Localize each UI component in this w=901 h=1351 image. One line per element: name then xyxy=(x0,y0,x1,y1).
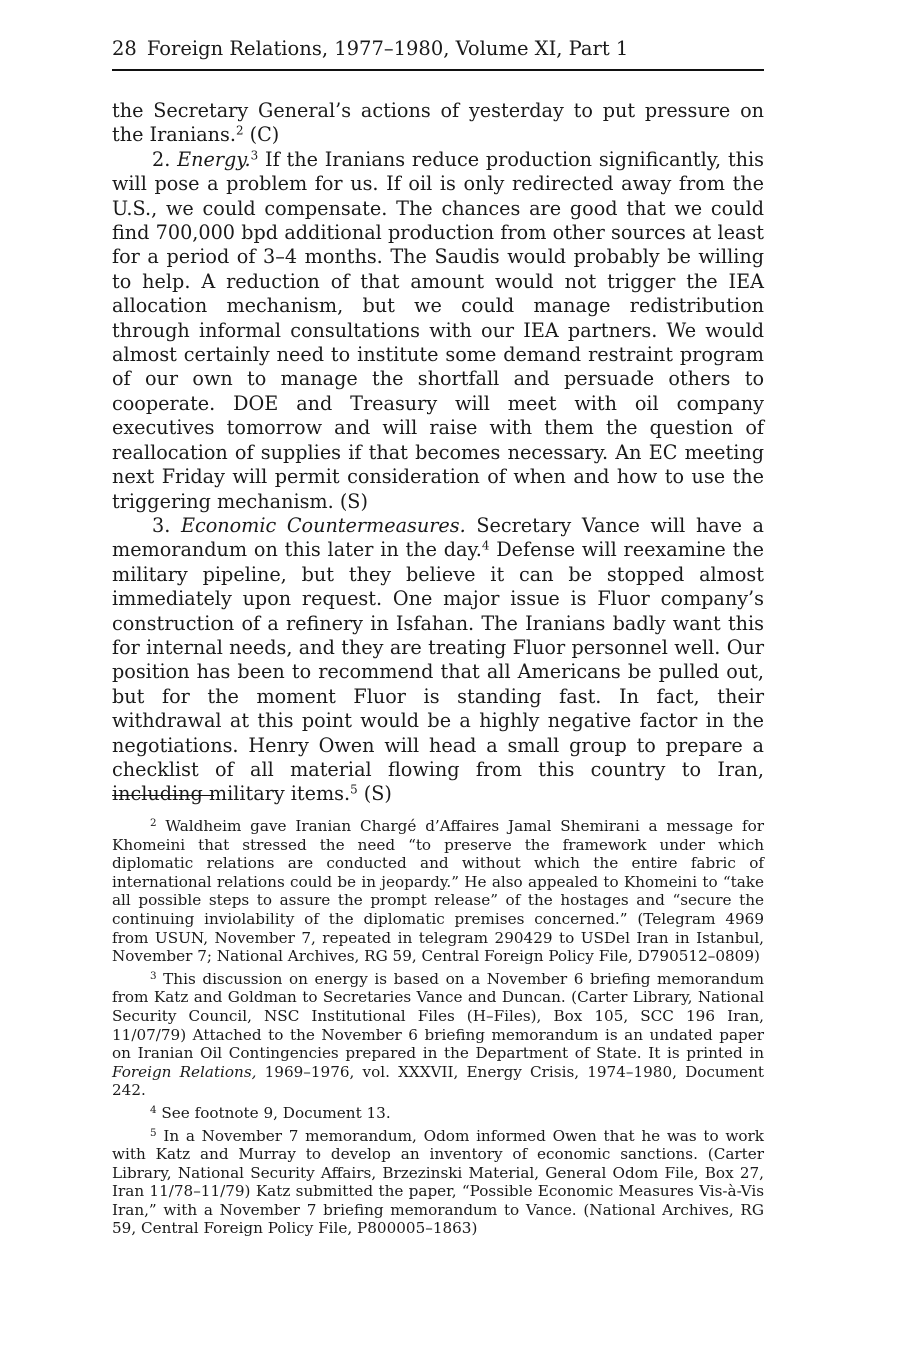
footnote-4 xyxy=(112,1104,764,1123)
footnote-number: 4 xyxy=(150,1103,157,1116)
body-text xyxy=(112,99,764,807)
footnote-number: 3 xyxy=(150,969,157,982)
paragraph-continued xyxy=(112,99,764,148)
header-rule xyxy=(112,69,764,71)
footnote-ref: 4 xyxy=(481,538,490,553)
paragraph-number: 2. xyxy=(152,147,178,171)
running-header xyxy=(112,36,764,62)
footnote-text: 1969–1976, vol. XXXVII, Energy Crisis, 1974–1980, Document 242. xyxy=(112,1062,764,1100)
classification-marker: (C) xyxy=(243,123,280,147)
paragraph-text: Defense will reexamine the military pipeline, but they believe it can be stopped almost immediately upon request. One major issue is Fluor company’s construction of a refinery in Isfahan. The Iranians badly want this for internal needs, and they are treating Fluor personnel well. Our position has been to recommend that all Americans be pulled out, but for the moment Fluor is standing fast. In fact, their withdrawal at this point would be a highly negative factor in the negotiations. Henry Owen will head a small group to prepare a checklist of all material flowing from this country to Iran, including military items. xyxy=(112,538,764,806)
footnote-ref: 2 xyxy=(235,123,244,138)
classification-marker: (S) xyxy=(357,782,392,806)
footnotes xyxy=(112,817,764,1242)
paragraph-energy xyxy=(112,148,764,514)
footnote-text: Waldheim gave Iranian Chargé d’Affaires Jamal Shemirani a message for Khomeini that stressed the need “to preserve the framework under which diplomatic relations are conducted and without which the entire fabric of international relations could be in jeopardy.” He also appealed to Khomeini to “take all possible steps to assure the prompt release” of the hostages and “secure the continuing inviolability of the diplomatic premises concerned.” (Telegram 4969 from USUN, November 7, repeated in telegram 290429 to USDel Iran in Istanbul, November 7; National Archives, RG 59, Central Foreign Policy File, D790512–0809) xyxy=(112,817,764,966)
paragraph-economic-countermeasures xyxy=(112,514,764,807)
paragraph-title: Economic Countermeasures. xyxy=(180,513,466,537)
footnote-3 xyxy=(112,970,764,1100)
footnote-text: In a November 7 memorandum, Odom informed Owen that he was to work with Katz and Murray to develop an inventory of economic sanctions. (Carter Library, National Security Affairs, Brzezinski Material, General Odom File, Box 27, Iran 11/78–11/79) Katz submitted the paper, “Possible Economic Measures Vis-à-Vis Iran,” with a November 7 briefing memorandum to Vance. (National Archives, RG 59, Central Foreign Policy File, P800005–1863) xyxy=(112,1126,764,1238)
paragraph-title: Energy. xyxy=(177,147,251,171)
paragraph-number: 3. xyxy=(152,513,181,537)
paragraph-text: If the Iranians reduce production significantly, this will pose a problem for us. If oil is only redirected away from the U.S., we could compensate. The chances are good that we could find 700,000 bpd additional production from other sources at least for a period of 3–4 months. The Saudis would probably be willing to help. A reduction of that amount would not trigger the IEA allocation mechanism, but we could manage redistribution through informal consultations with our IEA partners. We would almost certainly need to institute some demand restraint program of our own to manage the shortfall and persuade others to cooperate. DOE and Treasury will meet with oil company executives tomorrow and will raise with them the question of reallocation of supplies if that becomes necessary. An EC meeting next Friday will permit consideration of when and how to use the triggering mechanism. (S) xyxy=(112,147,764,513)
footnote-5 xyxy=(112,1127,764,1239)
paragraph-text: Secretary Vance will have a memorandum on this later in the day. xyxy=(112,513,764,562)
page-number: 28 xyxy=(112,37,137,60)
footnote-text: See footnote 9, Document 13. xyxy=(156,1103,391,1122)
footnote-number: 2 xyxy=(150,816,157,829)
footnote-number: 5 xyxy=(150,1126,157,1139)
footnote-text: This discussion on energy is based on a November 6 briefing memorandum from Katz and Goldman to Secretaries Vance and Duncan. (Carter Library, National Security Council, NSC Institutional Files (H–Files), Box 105, SCC 196 Iran, 11/07/79) Attached to the November 6 briefing memorandum is an undated paper on Iranian Oil Contingencies prepared in the Department of State. It is printed in xyxy=(112,969,764,1063)
footnote-ref: 5 xyxy=(350,782,358,797)
footnote-ref: 3 xyxy=(250,148,259,163)
running-title: Foreign Relations, 1977–1980, Volume XI, Part 1 xyxy=(146,37,629,60)
publication-title: Foreign Relations, xyxy=(112,1062,257,1081)
footnote-rule xyxy=(112,795,214,796)
footnote-2 xyxy=(112,817,764,966)
paragraph-text: the Secretary General’s actions of yesterday to put pressure on the Iranians. xyxy=(112,99,764,147)
